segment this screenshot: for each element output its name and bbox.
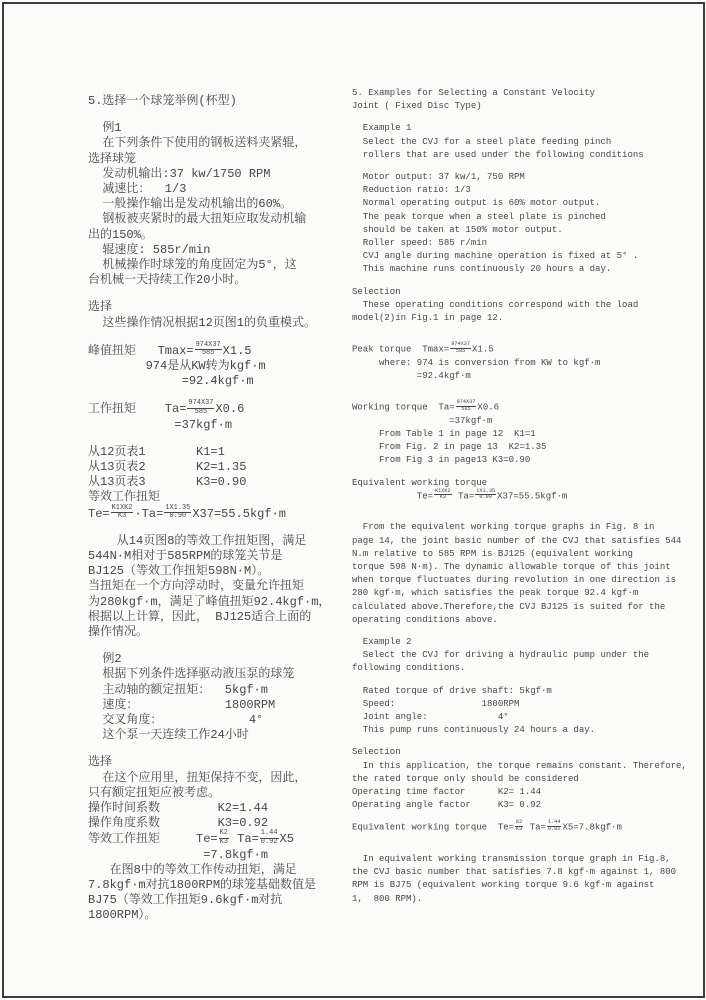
text-line: 等效工作扭矩 (88, 490, 161, 505)
text-line (352, 503, 692, 512)
text-line: 当扭矩在一个方向浮动时，变量允许扭矩 (88, 579, 305, 594)
text-line: should be taken at 150% motor output. (352, 224, 563, 235)
text-line: =37kgf·m (352, 415, 493, 426)
text-line (352, 627, 692, 636)
text-line (352, 676, 692, 685)
formula-text: X1.5 (472, 344, 494, 355)
text-line: From the equivalent working torque graphs in Fig. 8 in (352, 522, 655, 533)
formula-text: X37=55.5kgf·m (497, 491, 568, 502)
formula-text: Equivalent working torque Te= (352, 822, 515, 833)
text-line: Example 2 (352, 636, 412, 647)
text-line: Operating angle factor K3= 0.92 (352, 800, 542, 811)
text-line: 为280kgf·m，满足了峰值扭矩92.4kgf·m， (88, 594, 331, 609)
english-text-column (352, 87, 692, 906)
text-line: 974是从KW转为kgf·m (88, 359, 266, 374)
text-line: 根据以上计算，因此， BJ125适合上面的 (88, 609, 312, 624)
text-line: This machine runs continuously 20 hours a day. (352, 264, 612, 275)
text-line: BJ125（等效工作扭矩598N·M）。 (88, 564, 270, 579)
text-line: In equivalent working transmission torque graph in Fig.8, (352, 853, 671, 864)
text-line (352, 737, 692, 746)
fraction: $\frac{1.44}{0.92}$ (547, 819, 561, 832)
text-line: 从12页表1 K1=1 (88, 444, 225, 459)
fraction: $\frac{K1XK2}{K3}$ (435, 487, 451, 501)
text-line: where: 974 is conversion from KW to kgf·m (352, 357, 601, 368)
text-line: Select the CVJ for driving a hydraulic pump under the (352, 650, 650, 661)
text-line: These operating conditions correspond with the load (352, 299, 639, 310)
text-line (352, 392, 692, 401)
formula-text: X37=55.5kgf·m (192, 506, 286, 521)
text-line (352, 401, 692, 415)
text-line: Selection (352, 286, 401, 297)
formula-text: X0.6 (477, 402, 500, 413)
formula-text: Peak torque Tmax= (352, 344, 450, 355)
text-line (88, 109, 350, 121)
text-line (352, 835, 692, 844)
text-line: 辊速度: 585r/min (88, 242, 211, 257)
text-line: the CVJ basic number that satisfies 7.8 kgf·m against 1, 800 (352, 867, 677, 878)
text-line: 544N·M相对于585RPM的球笼关节是 (88, 548, 283, 563)
text-line: 1800RPM）。 (88, 908, 157, 923)
fraction: $\frac{K2}{K3}$ (516, 819, 523, 832)
text-line: 一般操作输出是发动机输出的60%。 (88, 197, 293, 212)
formula-text: X5 (279, 832, 294, 847)
text-line (88, 288, 350, 300)
text-line (352, 844, 692, 853)
text-line: =7.8kgf·m (88, 847, 269, 862)
text-line: the rated torque only should be considered (352, 773, 579, 784)
formula-text: Ta= (524, 822, 546, 833)
text-line (352, 162, 692, 171)
text-line: Example 1 (352, 123, 412, 134)
text-line: torque 598 N·m). The dynamic allowable torque of this joint (352, 561, 671, 572)
text-line: 台机械一天持续工作20小时。 (88, 273, 247, 288)
text-line: 速度： 1800RPM (88, 697, 276, 712)
formula-text: 工作扭矩 Ta= (88, 402, 187, 417)
text-line (88, 831, 350, 847)
text-line: 出的150%。 (88, 227, 153, 242)
text-line: 1, 800 RPM). (352, 893, 423, 904)
text-line: From Table 1 in page 12 K1=1 (352, 428, 536, 439)
text-line: 只有额定扭矩应被考虑。 (88, 785, 221, 800)
text-line: 发动机输出:37 kw/1750 RPM (88, 166, 271, 181)
text-line (88, 522, 350, 534)
formula-text: Te= (88, 506, 110, 521)
text-line: operating conditions above. (352, 614, 498, 625)
text-line: 在图8中的等效工作传动扭矩，满足 (88, 862, 297, 877)
text-line (88, 401, 350, 417)
text-line: Equivalent working torque (352, 477, 488, 488)
text-line: 在下列条件下使用的钢板送料夹紧辊， (88, 136, 307, 151)
text-line: Selection (352, 747, 401, 758)
fraction: $\frac{K1XK2}{K3}$ (111, 503, 133, 520)
text-line (352, 468, 692, 477)
text-line: Reduction ratio: 1/3 (352, 185, 471, 196)
text-line: Joint angle: 4° (352, 711, 509, 722)
fraction: $\frac{K2}{K3}$ (219, 829, 228, 846)
text-line: Roller speed: 585 r/min (352, 238, 488, 249)
fraction: $\frac{1X1.35}{0.90}$ (476, 487, 496, 501)
text-line (352, 821, 692, 835)
text-line: Normal operating output is 60% motor output. (352, 198, 601, 209)
fraction: $\frac{1X1.35}{0.90}$ (165, 503, 191, 520)
text-line: 选择球笼 (88, 151, 137, 166)
formula-text: Ta= (452, 491, 475, 502)
text-line: 在这个应用里，扭矩保持不变，因此， (88, 770, 307, 785)
text-line: From Fig. 2 in page 13 K2=1.35 (352, 442, 547, 453)
text-line: N.m relative to 585 RPM is BJ125 (equivalent working (352, 548, 633, 559)
text-line: CVJ angle during machine operation is fixed at 5° . (352, 251, 639, 262)
text-line: 7.8kgf·m对抗1800RPM的球笼基础数值是 (88, 878, 317, 893)
text-line (88, 640, 350, 652)
text-line: Rated torque of drive shaft: 5kgf·m (352, 685, 552, 696)
formula-text: Working torque Ta= (352, 402, 455, 413)
text-line (88, 340, 350, 359)
text-line: 减速比： 1/3 (88, 182, 187, 197)
text-line (88, 433, 350, 445)
formula-text: Te= (352, 491, 434, 502)
text-line (352, 334, 692, 343)
text-line: 280 kgf·m, which satisfies the peak torque 92.4 kgf·m (352, 588, 639, 599)
text-line (352, 343, 692, 357)
formula-text: X5=7.8kgf·m (562, 822, 622, 833)
text-line: 这些操作情况根据12页图1的负重模式。 (88, 315, 317, 330)
text-line: Joint ( Fixed Disc Type) (352, 101, 482, 112)
text-line: 操作时间系数 K2=1.44 (88, 801, 269, 816)
text-line: Operating time factor K2= 1.44 (352, 786, 542, 797)
text-line (352, 512, 692, 521)
text-line: From Fig 3 in page13 K3=0.90 (352, 455, 531, 466)
fraction: $\frac{1.44}{0.92}$ (260, 829, 278, 846)
text-line: 5. Examples for Selecting a Constant Velocity (352, 88, 596, 98)
text-line: RPM is BJ75 (equivalent working torque 9.6 kgf·m against (352, 880, 655, 891)
text-line: 主动轴的额定扭矩： 5kgf·m (88, 682, 269, 697)
text-line (352, 383, 692, 392)
text-line (352, 325, 692, 334)
text-line: BJ75（等效工作扭矩9.6kgf·m对抗 (88, 893, 283, 908)
text-line: 选择 (88, 755, 113, 770)
text-line: =37kgf·m (88, 417, 233, 432)
text-line: 从13页表2 K2=1.35 (88, 460, 247, 474)
formula-text: Ta= (229, 832, 259, 847)
text-line: 这个泵一天连续工作24小时 (88, 728, 249, 743)
text-line: page 14, the joint basic number of the CVJ that satisfies 544 (352, 535, 682, 546)
text-line: when torque fluctuates during revolution in one direction is (352, 575, 677, 586)
text-line: 选择 (88, 300, 113, 315)
text-line: 从13页表3 K3=0.90 (88, 475, 247, 490)
fraction: $\frac{974X37}{585}$ (451, 341, 471, 354)
text-line: calculated above.Therefore,the CVJ BJ125 is suited for the (352, 601, 666, 612)
formula-text: ·Ta= (134, 506, 164, 521)
text-line: 钢板被夹紧时的最大扭矩应取发动机输 (88, 212, 307, 227)
text-line: 例1 (88, 121, 122, 136)
text-line: 5.选择一个球笼举例(杯型) (88, 94, 237, 108)
text-line: 例2 (88, 652, 122, 667)
text-line: =92.4kgf·m (88, 374, 254, 389)
text-line (88, 389, 350, 401)
text-line (88, 503, 350, 522)
text-line: The peak torque when a steel plate is pinched (352, 211, 606, 222)
text-line (352, 113, 692, 122)
text-line: Motor output: 37 kw/1, 750 RPM (352, 172, 525, 183)
text-line: 机械操作时球笼的角度固定为5°，这 (88, 258, 297, 273)
text-line (352, 487, 692, 504)
fraction: $\frac{974X37}{585}$ (456, 399, 476, 412)
formula-text: X1.5 (222, 343, 252, 358)
chinese-text-column (88, 94, 350, 924)
text-line: 交叉角度： 4° (88, 713, 264, 728)
text-line: Select the CVJ for a steel plate feeding pinch (352, 136, 612, 147)
text-line: rollers that are used under the following conditions (352, 149, 644, 160)
text-line (88, 743, 350, 755)
text-line: In this application, the torque remains constant. Therefore, (352, 760, 687, 771)
text-line: 根据下列条件选择驱动液压泵的球笼 (88, 667, 295, 682)
text-line: =92.4kgf·m (352, 371, 471, 381)
fraction: $\frac{974X37}{585}$ (188, 399, 214, 416)
text-line: 操作情况。 (88, 625, 149, 639)
formula-text: 峰值扭矩 Tmax= (88, 343, 194, 358)
text-line: 从14页图8的等效工作扭矩图，满足 (88, 533, 307, 548)
formula-text: 等效工作扭矩 Te= (88, 832, 218, 847)
text-line: 操作角度系数 K3=0.92 (88, 816, 269, 831)
fraction: $\frac{974X37}{585}$ (195, 340, 221, 358)
formula-text: X0.6 (215, 402, 245, 417)
text-line: Speed: 1800RPM (352, 698, 520, 709)
text-line: model(2)in Fig.1 in page 12. (352, 313, 504, 324)
text-line: following conditions. (352, 663, 466, 674)
text-line: This pump runs continuously 24 hours a day. (352, 725, 596, 736)
text-line (352, 277, 692, 286)
